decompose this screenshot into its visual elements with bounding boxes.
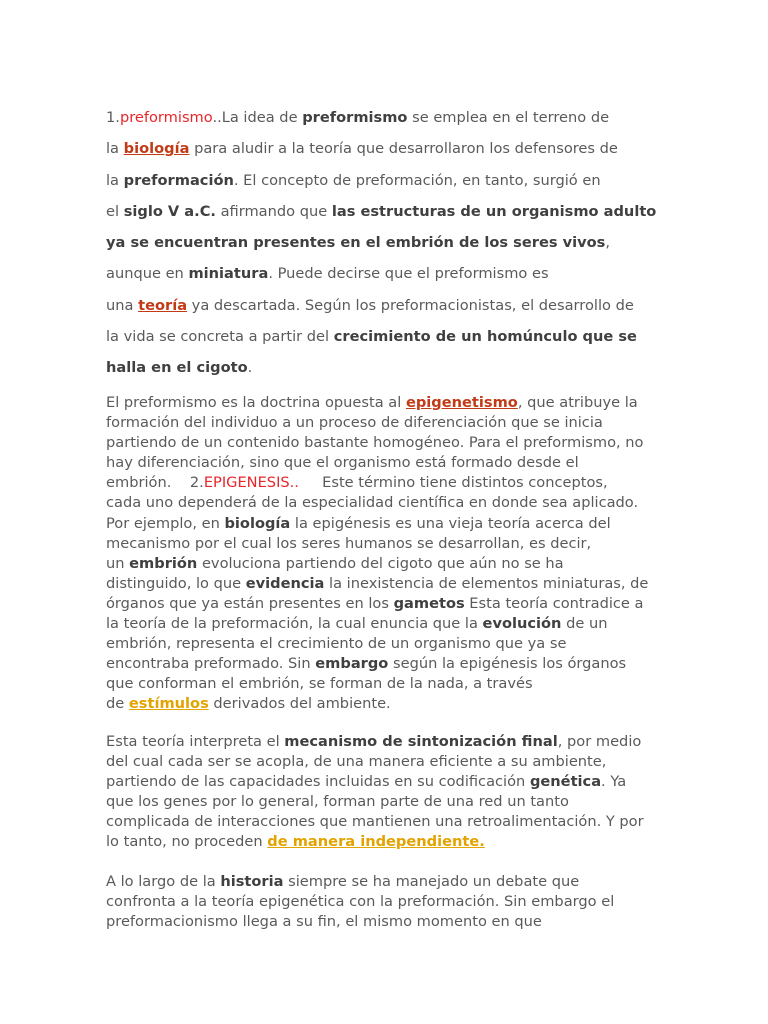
link-teoria[interactable]: teoría bbox=[138, 296, 188, 314]
bold-term: ya se encuentran presentes en el embrión de los seres vivos bbox=[106, 234, 606, 252]
text: del cual cada ser se acopla, de una manera eficiente a su ambiente, bbox=[106, 753, 607, 771]
text: la bbox=[106, 171, 124, 189]
text: formación del individuo a un proceso de diferenciación que se inicia bbox=[106, 414, 603, 432]
section-term: preformismo bbox=[119, 109, 213, 126]
text: hay diferenciación, sino que el organismo está formado desde el bbox=[106, 454, 579, 472]
text: ..La idea de bbox=[212, 109, 303, 126]
bold-term: las estructuras de un organismo adulto bbox=[331, 202, 657, 220]
bold-term: embrión bbox=[129, 554, 198, 572]
text: de un bbox=[561, 615, 608, 633]
text: , que atribuye la bbox=[517, 394, 638, 411]
text: Por ejemplo, en bbox=[106, 514, 225, 532]
text: . Puede decirse que el preformismo es bbox=[268, 265, 549, 283]
text: un bbox=[106, 554, 130, 572]
text: partiendo de un contenido bastante homogéneo. Para el preformismo, no bbox=[106, 434, 644, 452]
text: que los genes por lo general, forman parte de una red un tanto bbox=[106, 793, 569, 811]
bold-term: miniatura bbox=[188, 265, 269, 283]
text: para aludir a la teoría que desarrollaron los defensores de bbox=[189, 140, 618, 158]
text: . El concepto de preformación, en tanto, surgió en bbox=[233, 171, 601, 189]
text: distinguido, lo que bbox=[106, 574, 246, 592]
text: confronta a la teoría epigenética con la preformación. Sin embargo el bbox=[106, 893, 615, 911]
link-biologia[interactable]: biología bbox=[123, 140, 190, 158]
text: se emplea en el terreno de bbox=[407, 109, 610, 126]
link-epigenetismo[interactable]: epigenetismo bbox=[405, 394, 518, 411]
text: derivados del ambiente. bbox=[208, 695, 391, 713]
text: evoluciona partiendo del cigoto que aún no se ha bbox=[197, 554, 564, 572]
section-term: EPIGENESIS.. bbox=[203, 474, 299, 492]
paragraph-preformismo bbox=[106, 102, 666, 384]
bold-term: crecimiento de un homúnculo que se bbox=[333, 328, 637, 346]
text: según la epigénesis los órganos bbox=[388, 655, 627, 673]
text: órganos que ya están presentes en los bbox=[106, 594, 394, 612]
list-number: 1. bbox=[106, 109, 120, 126]
bold-term: biología bbox=[224, 514, 291, 532]
text: , bbox=[605, 234, 611, 252]
text: ya descartada. Según los preformacionistas, el desarrollo de bbox=[187, 296, 634, 314]
link-independiente[interactable]: de manera independiente. bbox=[267, 833, 485, 851]
paragraph-epigenesis bbox=[106, 393, 666, 715]
text: . Ya bbox=[601, 773, 627, 791]
bold-term: halla en el cigoto bbox=[106, 359, 248, 377]
text: mecanismo por el cual los seres humanos se desarrollan, es decir, bbox=[106, 534, 592, 552]
text: aunque en bbox=[106, 265, 189, 283]
text: que conforman el embrión, se forman de la nada, a través bbox=[106, 675, 533, 693]
text: encontraba preformado. Sin bbox=[106, 655, 316, 673]
text: , por medio bbox=[557, 733, 642, 750]
bold-term: evolución bbox=[482, 615, 562, 633]
bold-term: preformación bbox=[123, 171, 234, 189]
text: embrión. 2. bbox=[106, 474, 204, 492]
text: la vida se concreta a partir del bbox=[106, 328, 334, 346]
link-estimulos[interactable]: estímulos bbox=[128, 695, 209, 713]
text: lo tanto, no proceden bbox=[106, 833, 268, 851]
bold-term: preformismo bbox=[302, 109, 408, 126]
bold-term: mecanismo de sintonización final bbox=[284, 733, 558, 750]
bold-term: evidencia bbox=[245, 574, 325, 592]
text: afirmando que bbox=[215, 202, 332, 220]
text: de bbox=[106, 695, 129, 713]
text: Este término tiene distintos conceptos, bbox=[298, 474, 608, 492]
bold-term: embargo bbox=[315, 655, 389, 673]
bold-term: historia bbox=[220, 873, 284, 890]
paragraph-sintonizacion bbox=[106, 732, 666, 853]
bold-term: siglo V a.C. bbox=[123, 202, 216, 220]
text: . bbox=[247, 359, 253, 377]
bold-term: genética bbox=[529, 773, 602, 791]
text: la bbox=[106, 140, 124, 158]
text: cada uno dependerá de la especialidad científica en donde sea aplicado. bbox=[106, 494, 639, 512]
text: embrión, representa el crecimiento de un organismo que ya se bbox=[106, 635, 567, 653]
text: A lo largo de la bbox=[106, 873, 221, 890]
bold-term: gametos bbox=[393, 594, 465, 612]
text: el bbox=[106, 202, 124, 220]
text: una bbox=[106, 296, 139, 314]
text: partiendo de las capacidades incluidas en su codificación bbox=[106, 773, 530, 791]
text: Esta teoría contradice a bbox=[464, 594, 644, 612]
paragraph-historia bbox=[106, 872, 666, 932]
text: El preformismo es la doctrina opuesta al bbox=[106, 394, 406, 411]
text: complicada de interacciones que mantienen una retroalimentación. Y por bbox=[106, 813, 644, 831]
text: la inexistencia de elementos miniaturas, de bbox=[324, 574, 649, 592]
text: siempre se ha manejado un debate que bbox=[283, 873, 580, 890]
text: Esta teoría interpreta el bbox=[106, 733, 285, 750]
text: la teoría de la preformación, la cual enuncia que la bbox=[106, 615, 483, 633]
text: la epigénesis es una vieja teoría acerca del bbox=[290, 514, 611, 532]
text: preformacionismo llega a su fin, el mismo momento en que bbox=[106, 913, 542, 931]
